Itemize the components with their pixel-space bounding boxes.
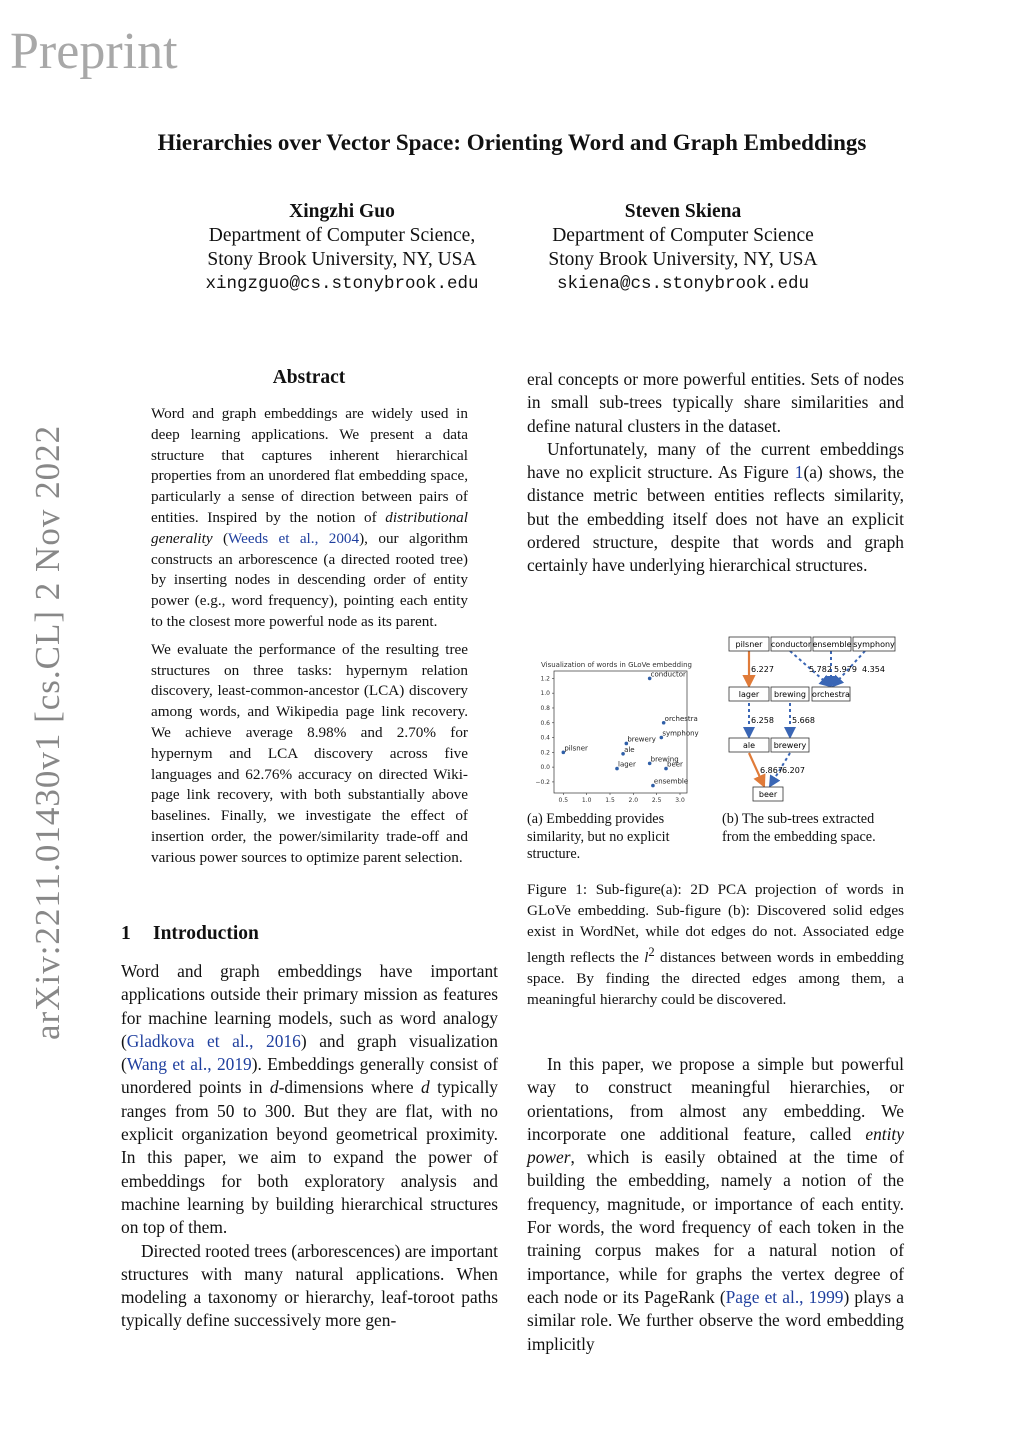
- point-label: brewing: [650, 755, 679, 764]
- svg-text:conductor: conductor: [770, 640, 812, 649]
- author-dept: Department of Computer Science: [552, 225, 814, 246]
- point-label: ale: [624, 745, 635, 754]
- edge-length-label: 5.668: [792, 716, 815, 725]
- author-name: Steven Skiena: [624, 201, 742, 222]
- figure-ref-link[interactable]: 1: [794, 462, 804, 483]
- tree-node: [771, 637, 812, 651]
- author-block-1: [172, 200, 512, 296]
- edge-length-label: 5.782: [809, 665, 832, 674]
- body-paragraph: Word and graph embeddings have important applications outside their primary mission as features for machine learning models, such as word analogy (Gladkova et al., 2016) and graph visualization (Wang et al., 2019). Embeddings generally consist of unordered points in d-dimensions where d typically ranges from 50 to 300. But they are flat, with no explicit organization beyond geometrical proximity. In this paper, we aim to expand the power of embeddings for both exploratory analysis and machine learning by building hierarchical structures on top of them.: [121, 961, 499, 1238]
- author-univ: Stony Brook University, NY, USA: [207, 249, 477, 270]
- svg-text:brewing: brewing: [773, 690, 807, 699]
- subfigure-a-caption: (a) Embedding provides similarity, but no explicit structure.: [527, 811, 670, 862]
- point-label: lager: [618, 760, 636, 769]
- tree-node: [812, 637, 851, 651]
- y-tick-label: 1.0: [540, 690, 550, 698]
- x-tick-label: 2.5: [651, 797, 662, 804]
- y-tick-label: 0.2: [540, 749, 550, 757]
- citation-link[interactable]: Wang et al., 2019: [126, 1054, 252, 1075]
- edge-length-label: 5.979: [834, 665, 857, 674]
- citation-link[interactable]: Weeds et al., 2004: [228, 529, 360, 547]
- x-tick-label: 0.5: [558, 797, 569, 804]
- abstract-paragraph: We evaluate the performance of the resulting tree structures on three tasks: hypernym relation discovery, least-common-ancestor (LCA) discovery among words, and Wikipedia page link recovery. We achieve average 8.98% and 2.70% for hypernym and LCA discovery across five languages and 62.76% accuracy on directed Wiki-page link recovery, with both substantially above baselines. Finally, we investigate the effect of insertion order, the power/similarity trade-off and various power sources to optimize parent selection.: [151, 640, 468, 866]
- svg-text:pilsner: pilsner: [735, 640, 763, 649]
- edge-length-label: 6.258: [751, 716, 774, 725]
- y-tick-label: −0.2: [535, 778, 550, 786]
- y-tick-label: 0.8: [540, 704, 550, 712]
- author-name: Xingzhi Guo: [289, 201, 395, 222]
- x-tick-label: 2.0: [628, 797, 639, 804]
- point-label: beer: [667, 760, 683, 769]
- citation-link[interactable]: Page et al., 1999: [725, 1286, 844, 1307]
- point-label: orchestra: [664, 714, 698, 723]
- abstract-paragraph: Word and graph embeddings are widely used in deep learning applications. We present a data structure that captures inherent hierarchical properties from an unordered flat embedding space, particularly a sense of direction between pairs of entities. Inspired by the notion of distributional generality (Weeds et al., 2004), our algorithm constructs an arborescence (a directed rooted tree) by inserting nodes in descending order of entity power (e.g., word frequency), pointing each entity to the closest more powerful node as its parent.: [151, 405, 469, 630]
- tree-node: [753, 787, 783, 801]
- edge-length-label: 6.207: [782, 766, 805, 775]
- svg-text:brewery: brewery: [773, 741, 807, 750]
- body-paragraph: In this paper, we propose a simple but powerful way to construct meaningful hierarchies, or orientations, from almost any embedding. We incorporate one additional feature, called entity power, which is easily obtained at the time of building the embedding, namely a notion of the frequency, magnitude, or importance of each entity. For words, the word frequency of each token in the training corpus makes for a natural notion of importance, while for graphs the vertex degree of each node or its PageRank (Page et al., 1999) plays a similar role. We further observe the word embedding implicitly: [527, 1054, 904, 1354]
- y-tick-label: 0.6: [540, 719, 550, 727]
- author-email[interactable]: xingzguo@cs.stonybrook.edu: [205, 274, 479, 294]
- chart-title: Visualization of words in GLoVe embedding: [541, 661, 692, 669]
- abstract-body: [151, 404, 468, 876]
- author-block-2: [513, 200, 853, 296]
- arxiv-identifier: arXiv:2211.01430v1 [cs.CL] 2 Nov 2022: [28, 424, 67, 1040]
- svg-text:ensemble: ensemble: [812, 640, 852, 649]
- citation-link[interactable]: Gladkova et al., 2016: [126, 1030, 301, 1051]
- author-univ: Stony Brook University, NY, USA: [548, 249, 818, 270]
- svg-text:orchestra: orchestra: [812, 690, 850, 699]
- embedding-scatter-plot: [527, 655, 712, 805]
- subfigure-b-caption: (b) The sub-trees extracted from the embedding space.: [722, 811, 876, 845]
- tree-node: [729, 738, 769, 752]
- svg-text:ale: ale: [742, 741, 756, 750]
- tree-node: [812, 687, 850, 701]
- body-paragraph: Unfortunately, many of the current embeddings have no explicit structure. As Figure 1(a) shows, the distance metric between entities reflects similarity, but the embedding itself does not have an explicit ordered structure, despite that words and graph certainly have underlying hierarchical structures.: [527, 438, 905, 576]
- edge-length-label: 6.227: [751, 665, 774, 674]
- figure-caption: Figure 1: Sub-figure(a): 2D PCA projection of words in GLoVe embedding. Sub-figure (b): Discovered solid edges exist in WordNet, while dot edges do not. Associated edge length reflects the $l^2$ distances between words in embedding space. By finding the directed edges among them, a meaningful hierarchy could be discovered.: [527, 881, 904, 1009]
- author-dept: Department of Computer Science,: [208, 225, 476, 246]
- x-tick-label: 1.5: [605, 797, 615, 804]
- y-tick-label: 0.0: [540, 764, 550, 772]
- point-label: symphony: [662, 729, 699, 738]
- x-tick-label: 1.0: [581, 797, 592, 804]
- tree-node: [771, 687, 809, 701]
- point-label: brewery: [627, 735, 656, 744]
- edge-length-label: 4.354: [862, 665, 885, 674]
- x-tick-label: 3.0: [675, 797, 685, 804]
- point-label: ensemble: [653, 777, 689, 786]
- svg-text:symphony: symphony: [853, 640, 895, 649]
- right-column-text-top: [527, 368, 904, 578]
- author-email[interactable]: skiena@cs.stonybrook.edu: [556, 274, 810, 294]
- tree-node: [729, 687, 769, 701]
- body-paragraph: Directed rooted trees (arborescences) are important structures with many natural applications. When modeling a taxonomy or hierarchy, leaf-toroot paths typically define successively more gen-: [121, 1240, 498, 1331]
- body-paragraph: eral concepts or more powerful entities. Sets of nodes in small sub-trees typically share similarities and define natural clusters in the dataset.: [527, 369, 904, 436]
- svg-text:beer: beer: [758, 790, 778, 799]
- section-heading: 1 Introduction: [121, 923, 259, 944]
- svg-text:lager: lager: [738, 690, 760, 699]
- y-tick-label: 1.2: [540, 675, 550, 683]
- right-column-text-bottom: [527, 1053, 904, 1356]
- left-column-text: [121, 960, 498, 1333]
- point-label: conductor: [650, 670, 686, 679]
- y-tick-label: 0.4: [540, 734, 550, 742]
- tree-node: [729, 637, 769, 651]
- paper-title: Hierarchies over Vector Space: Orienting Word and Graph Embeddings: [157, 130, 867, 155]
- tree-node: [853, 637, 895, 651]
- subtree-diagram: [720, 632, 905, 807]
- point-label: pilsner: [564, 744, 588, 753]
- preprint-watermark: Preprint: [10, 23, 178, 80]
- edge-length-label: 6.867: [760, 766, 783, 775]
- tree-node: [771, 738, 809, 752]
- abstract-heading: Abstract: [272, 367, 346, 388]
